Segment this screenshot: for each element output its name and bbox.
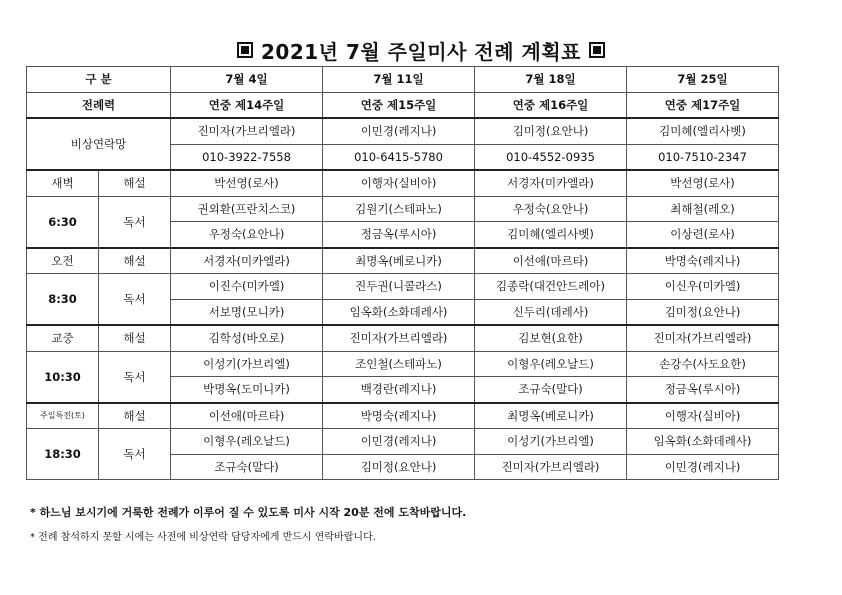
assignee-cell: 이신우(미카엘): [627, 274, 779, 300]
assignee-cell: 우정숙(요안나): [475, 196, 627, 222]
emergency-name: 김미혜(엘리사벳): [627, 118, 779, 144]
mass-reader-row: [27, 196, 779, 222]
mass-time: 8:30: [27, 274, 99, 326]
assignee-cell: 이행자(실비아): [323, 170, 475, 196]
square-bullet-icon: [237, 42, 253, 58]
mass-label: 교중: [27, 325, 99, 351]
liturgy-cell: 연중 제14주일: [171, 92, 323, 118]
assignee-cell: 이행자(실비아): [627, 403, 779, 429]
assignee-cell: 이형우(레오날드): [475, 351, 627, 377]
assignee-cell: 임옥화(소화데레사): [627, 429, 779, 455]
assignee-cell: 이민경(레지나): [627, 454, 779, 480]
assignee-cell: 진미자(가브리엘라): [627, 325, 779, 351]
liturgy-row: [27, 92, 779, 118]
mass-time: 10:30: [27, 351, 99, 403]
mass-reader-row: [27, 429, 779, 455]
assignee-cell: 진두권(니콜라스): [323, 274, 475, 300]
emergency-name: 진미자(가브리엘라): [171, 118, 323, 144]
assignee-cell: 권외환(프란치스코): [171, 196, 323, 222]
title-text: 2021년 7월 주일미사 전례 계획표: [261, 40, 581, 64]
assignee-cell: 진미자(가브리엘라): [323, 325, 475, 351]
square-bullet-icon: [589, 42, 605, 58]
emergency-label: 비상연락망: [27, 118, 171, 170]
note-absence: * 전례 참석하지 못할 시에는 사전에 비상연락 담당자에게 반드시 연락바랍니다.: [30, 532, 376, 543]
assignee-cell: 이선애(마르타): [171, 403, 323, 429]
emergency-phone: 010-7510-2347: [627, 144, 779, 170]
emergency-name: 이민경(레지나): [323, 118, 475, 144]
mass-commentary-row: [27, 248, 779, 274]
assignee-cell: 김미정(요안나): [627, 299, 779, 325]
assignee-cell: 최해철(레오): [627, 196, 779, 222]
assignee-cell: 박명숙(레지나): [323, 403, 475, 429]
liturgy-label: 전례력: [27, 92, 171, 118]
header-label: 구 분: [27, 67, 171, 93]
assignee-cell: 백경란(레지나): [323, 377, 475, 403]
mass-reader-row: [27, 274, 779, 300]
assignee-cell: 이선애(마르타): [475, 248, 627, 274]
assignee-cell: 김미정(요안나): [323, 454, 475, 480]
mass-reader-row: [27, 351, 779, 377]
assignee-cell: 진미자(가브리엘라): [475, 454, 627, 480]
role-label: 해설: [99, 403, 171, 429]
note-arrival: * 하느님 보시기에 거룩한 전례가 이루어 질 수 있도록 미사 시작 20분 전에 도착바랍니다.: [30, 506, 467, 519]
role-label: 해설: [99, 248, 171, 274]
mass-commentary-row: [27, 325, 779, 351]
assignee-cell: 김보현(요한): [475, 325, 627, 351]
liturgy-cell: 연중 제16주일: [475, 92, 627, 118]
assignee-cell: 박선영(로사): [627, 170, 779, 196]
date-cell: 7월 4일: [171, 67, 323, 93]
role-label: 독서: [99, 351, 171, 403]
assignee-cell: 박명옥(도미니카): [171, 377, 323, 403]
date-cell: 7월 25일: [627, 67, 779, 93]
mass-time: 18:30: [27, 429, 99, 480]
mass-label: 오전: [27, 248, 99, 274]
assignee-cell: 이성기(가브리엘): [171, 351, 323, 377]
liturgy-cell: 연중 제17주일: [627, 92, 779, 118]
date-cell: 7월 11일: [323, 67, 475, 93]
emergency-phone: 010-4552-0935: [475, 144, 627, 170]
assignee-cell: 이성기(가브리엘): [475, 429, 627, 455]
mass-time: 6:30: [27, 196, 99, 248]
assignee-cell: 조규숙(말다): [171, 454, 323, 480]
liturgy-cell: 연중 제15주일: [323, 92, 475, 118]
page-title: [0, 36, 842, 65]
assignee-cell: 김종락(대건안드레아): [475, 274, 627, 300]
assignee-cell: 손강수(사도요한): [627, 351, 779, 377]
assignee-cell: 이진수(미카엘): [171, 274, 323, 300]
role-label: 해설: [99, 325, 171, 351]
mass-label: 주일특전(토): [27, 403, 99, 429]
emergency-phone: 010-6415-5780: [323, 144, 475, 170]
emergency-row: [27, 118, 779, 144]
mass-commentary-row: [27, 403, 779, 429]
assignee-cell: 서보명(모니카): [171, 299, 323, 325]
assignee-cell: 김학성(바오로): [171, 325, 323, 351]
assignee-cell: 김미혜(엘리사벳): [475, 222, 627, 248]
role-label: 해설: [99, 170, 171, 196]
assignee-cell: 박선영(로사): [171, 170, 323, 196]
schedule-table: [26, 66, 779, 480]
assignee-cell: 최명옥(베로니카): [323, 248, 475, 274]
assignee-cell: 김원기(스테파노): [323, 196, 475, 222]
assignee-cell: 박명숙(레지나): [627, 248, 779, 274]
emergency-phone: 010-3922-7558: [171, 144, 323, 170]
assignee-cell: 조규숙(말다): [475, 377, 627, 403]
assignee-cell: 정금옥(루시아): [323, 222, 475, 248]
assignee-cell: 조인철(스테파노): [323, 351, 475, 377]
assignee-cell: 우정숙(요안나): [171, 222, 323, 248]
assignee-cell: 임옥화(소화데레사): [323, 299, 475, 325]
assignee-cell: 이상련(로사): [627, 222, 779, 248]
assignee-cell: 이민경(레지나): [323, 429, 475, 455]
assignee-cell: 이형우(레오날드): [171, 429, 323, 455]
role-label: 독서: [99, 429, 171, 480]
header-row: [27, 67, 779, 93]
role-label: 독서: [99, 274, 171, 326]
date-cell: 7월 18일: [475, 67, 627, 93]
emergency-name: 김미정(요안나): [475, 118, 627, 144]
assignee-cell: 서경자(미카엘라): [171, 248, 323, 274]
mass-label: 새벽: [27, 170, 99, 196]
assignee-cell: 서경자(미카엘라): [475, 170, 627, 196]
assignee-cell: 신두리(데레사): [475, 299, 627, 325]
mass-commentary-row: [27, 170, 779, 196]
role-label: 독서: [99, 196, 171, 248]
assignee-cell: 최명옥(베로니카): [475, 403, 627, 429]
assignee-cell: 정금옥(루시아): [627, 377, 779, 403]
